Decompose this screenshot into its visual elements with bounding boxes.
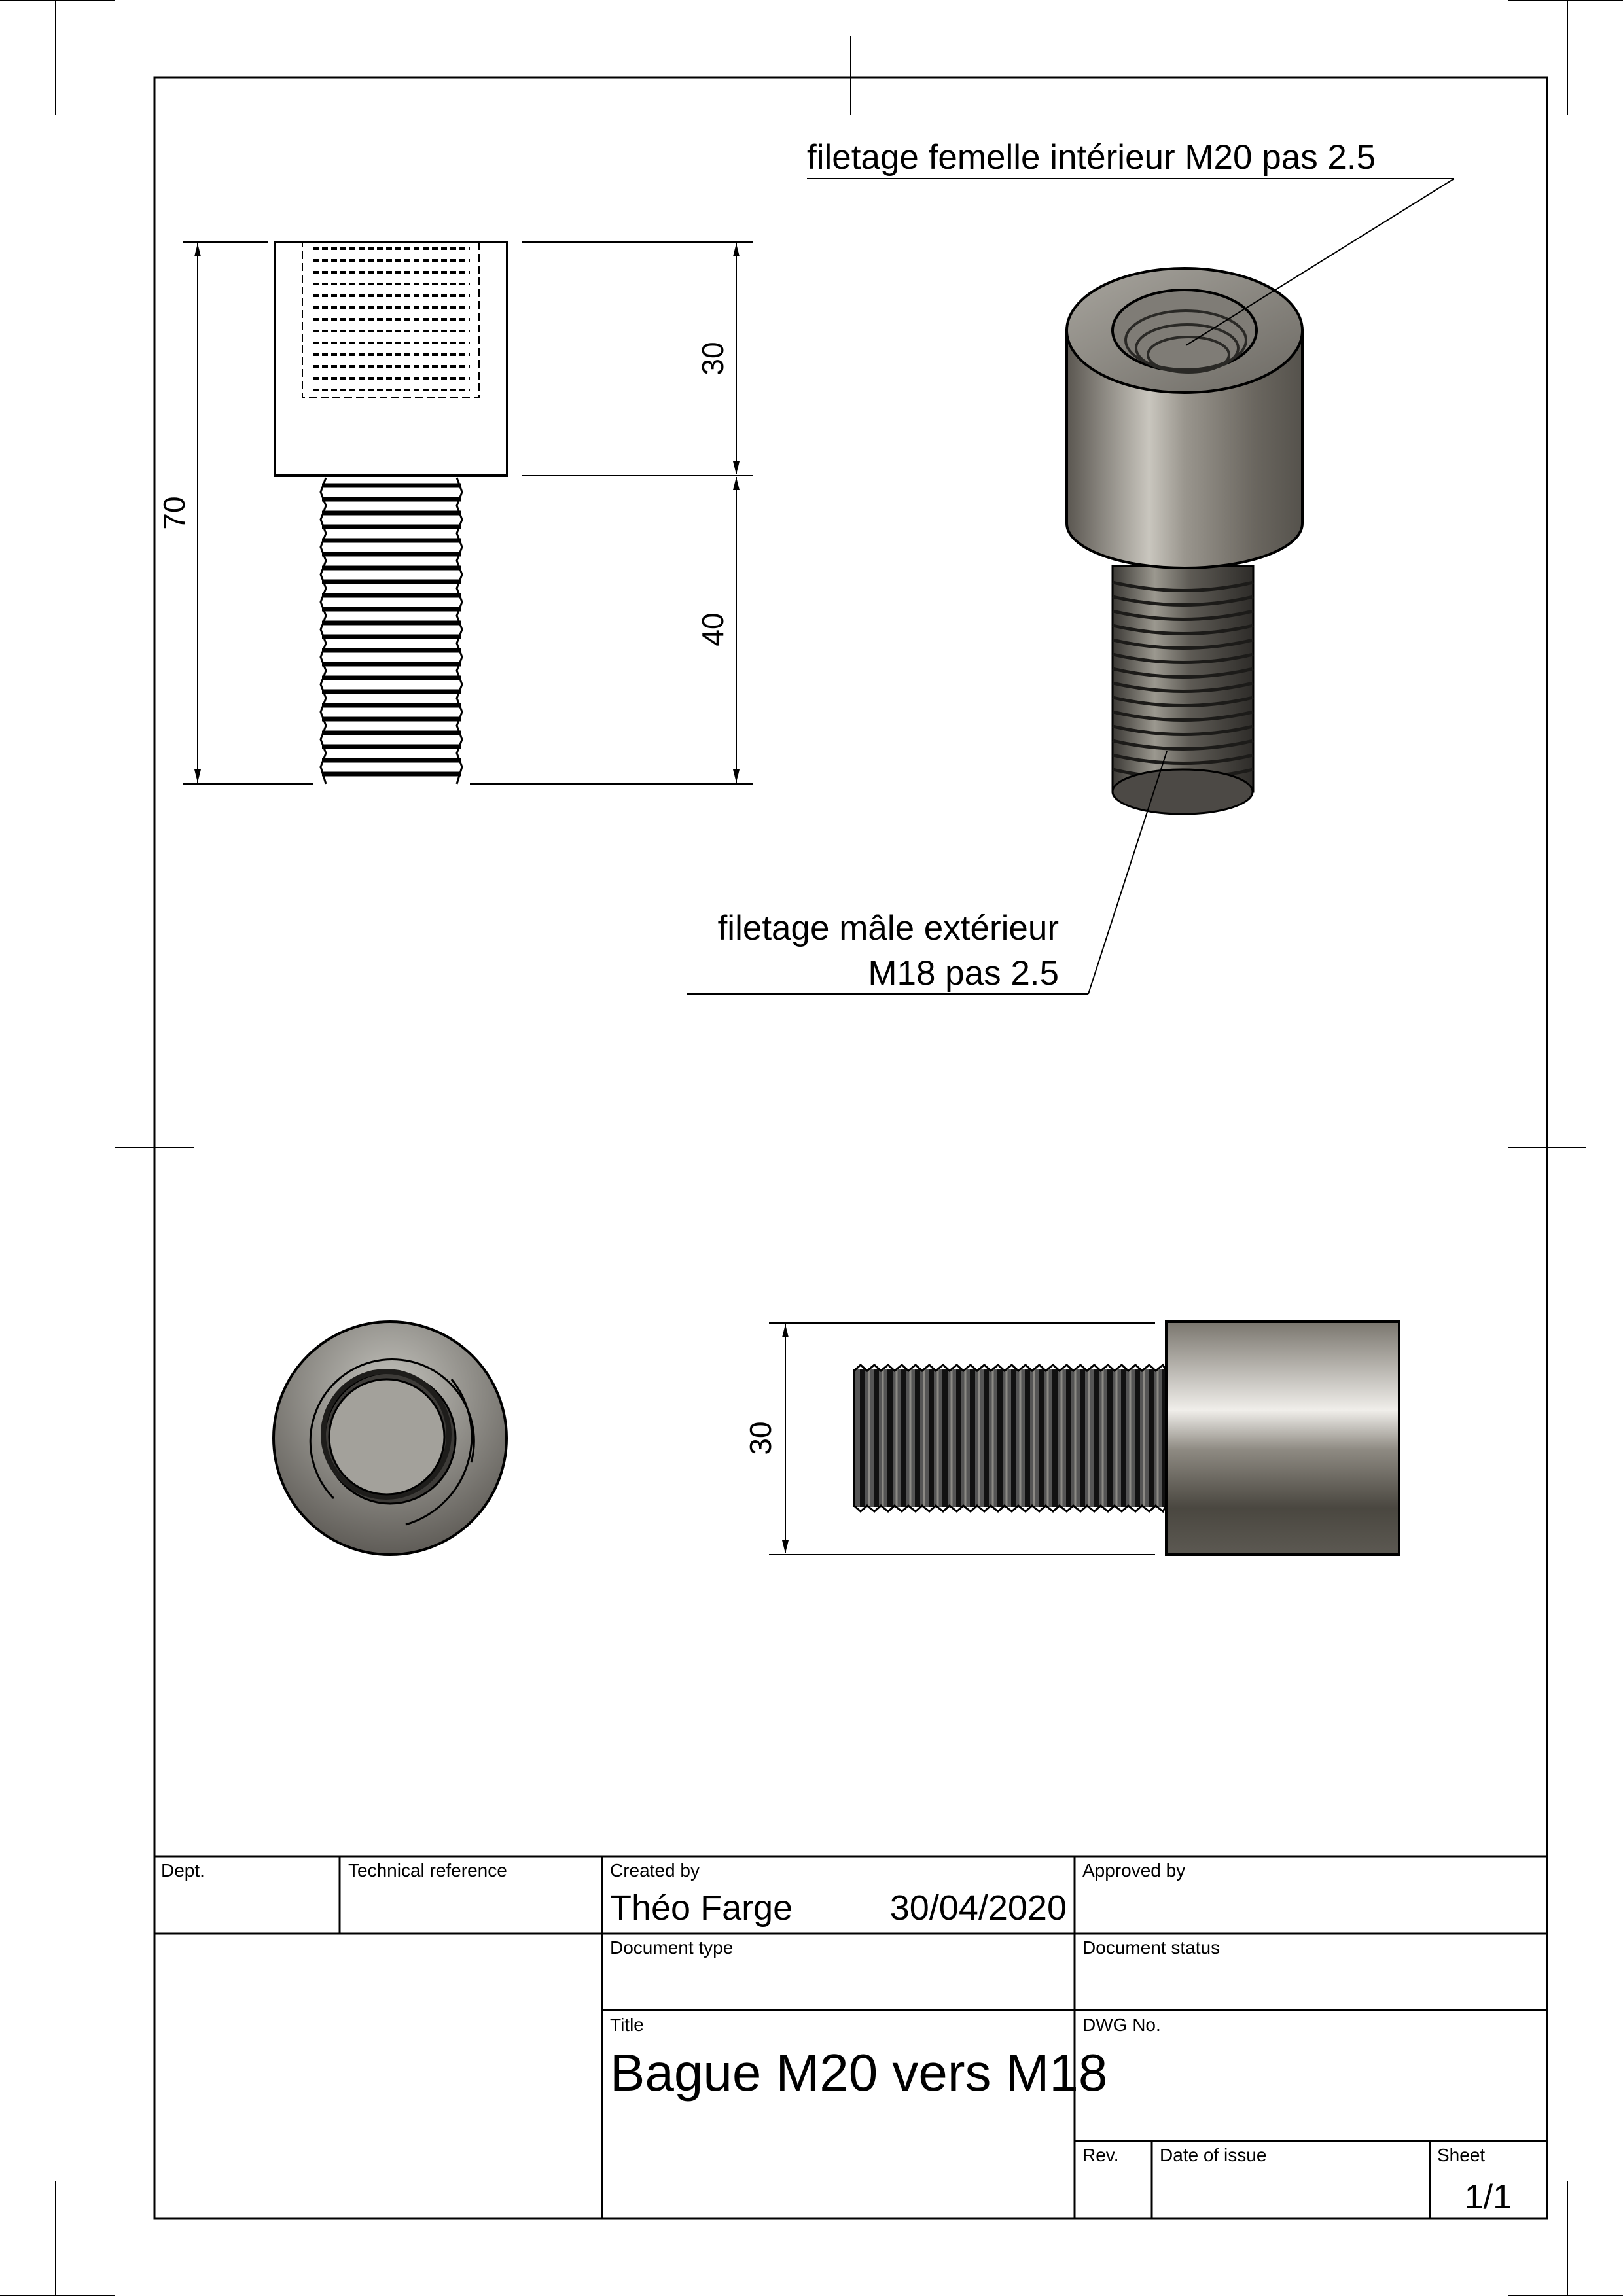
iso-shank [1113,566,1253,814]
sheet-label: Sheet [1437,2145,1486,2165]
dimension-30-label: 30 [696,342,730,376]
document-type-label: Document type [610,1937,734,1958]
dwg-number-label: DWG No. [1082,2015,1161,2035]
dimension-head-length [696,243,736,474]
side-view-head [1166,1322,1399,1555]
dept-label: Dept. [161,1860,205,1881]
dimension-overall-length [157,243,198,783]
callout-female-thread-label: filetage femelle intérieur M20 pas 2.5 [807,138,1376,177]
created-by-value: Théo Farge [610,1888,793,1928]
title-label: Title [610,2015,644,2035]
created-by-label: Created by [610,1860,700,1881]
isometric-view [1067,268,1302,814]
revision-label: Rev. [1082,2145,1119,2165]
sheet-number: 1/1 [1464,2178,1512,2216]
callout-male-thread-line1: filetage mâle extérieur [717,909,1059,947]
title-block [154,1856,1547,2219]
dimension-head-diameter-label: 30 [743,1421,777,1455]
dimension-40-label: 40 [696,612,730,646]
callout-male-thread [687,751,1167,994]
created-date: 30/04/2020 [889,1888,1067,1928]
dimension-70-label: 70 [157,496,191,530]
head-outline [275,242,507,476]
document-status-label: Document status [1082,1937,1221,1958]
external-thread-shank [321,477,462,785]
side-view [743,1322,1399,1555]
drawing-title: Bague M20 vers M18 [610,2043,1108,2102]
date-of-issue-label: Date of issue [1160,2145,1267,2165]
front-view [157,242,753,785]
callout-male-thread-line2: M18 pas 2.5 [868,954,1059,993]
dimension-shank-length [696,477,736,783]
technical-reference-label: Technical reference [348,1860,507,1881]
end-view [274,1322,507,1555]
approved-by-label: Approved by [1082,1860,1186,1881]
iso-head [1067,268,1302,568]
